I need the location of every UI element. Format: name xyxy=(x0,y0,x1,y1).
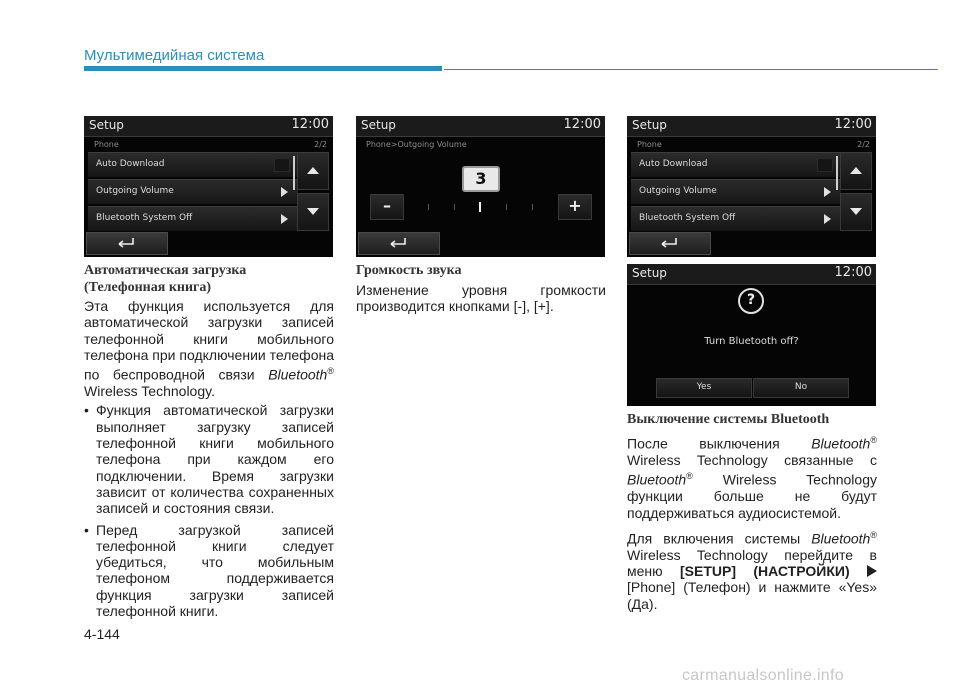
chevron-right-icon xyxy=(281,214,288,224)
auto-download-text xyxy=(84,298,334,619)
menu-item-bluetooth-system-off[interactable] xyxy=(88,206,298,231)
screen-clock: 12:00 xyxy=(563,117,601,132)
screen-top-bar xyxy=(627,116,876,137)
volume-down-button[interactable] xyxy=(370,194,404,220)
back-button[interactable] xyxy=(358,232,440,255)
screen-subtitle: Phone xyxy=(637,140,662,149)
scrollbar[interactable] xyxy=(836,156,838,190)
volume-value: 3 xyxy=(475,169,487,188)
scroll-down-button[interactable] xyxy=(297,193,329,231)
bullet-text: Перед загрузкой записей телефонной книги следует убедиться, что мобильным телефоном поддерживается функция загрузки записей телефонной книги. xyxy=(96,521,334,619)
slider-indicator[interactable] xyxy=(479,202,481,212)
screen-title: Setup xyxy=(632,118,667,132)
heading-auto-download xyxy=(84,262,334,296)
back-button[interactable] xyxy=(629,232,711,255)
text: Wireless Technology функции больше не будут поддерживаться аудиосистемой. xyxy=(627,471,877,521)
back-button[interactable] xyxy=(86,232,168,255)
menu-item-auto-download[interactable] xyxy=(88,152,298,177)
heading-line: Автоматическая загрузка xyxy=(84,263,247,278)
paragraph xyxy=(84,298,334,399)
bullet-icon: • xyxy=(84,521,89,538)
arrow-up-icon xyxy=(307,167,319,174)
slider-tick xyxy=(532,204,533,210)
heading-bluetooth-off: Выключение системы Bluetooth xyxy=(627,412,830,427)
back-arrow-icon xyxy=(389,237,407,249)
page-number: 4-144 xyxy=(84,626,120,642)
text: После выключения xyxy=(627,435,812,452)
text: Эта функция используется для автоматической загрузки записей телефонной книги мобильного телефона при подключении телефона по беспроводной связи xyxy=(84,298,334,383)
scroll-up-button[interactable] xyxy=(297,152,329,190)
text: Wireless Technology связанные с xyxy=(627,451,877,468)
triangle-right-icon xyxy=(867,565,877,577)
section-header-title: Мультимедийная система xyxy=(84,47,265,64)
screen-title: Setup xyxy=(632,266,667,280)
screen-title: Setup xyxy=(89,118,124,132)
checkbox[interactable] xyxy=(274,158,290,172)
slider-tick xyxy=(428,204,429,210)
dialog-message: Turn Bluetooth off? xyxy=(704,336,799,347)
menu-item-outgoing-volume[interactable] xyxy=(88,179,298,204)
slider-tick xyxy=(454,204,455,210)
reg-mark: ® xyxy=(686,471,693,482)
menu-item-label: Auto Download xyxy=(96,159,165,169)
heading-line: (Телефонная книга) xyxy=(84,280,212,295)
chevron-right-icon xyxy=(824,187,831,197)
chevron-right-icon xyxy=(281,187,288,197)
screen-clock: 12:00 xyxy=(291,117,329,132)
chevron-right-icon xyxy=(824,214,831,224)
text: Wireless Technology перейдите в меню xyxy=(627,546,877,580)
text: Wireless Technology. xyxy=(84,383,215,400)
menu-item-label: Auto Download xyxy=(639,159,708,169)
checkbox[interactable] xyxy=(817,158,833,172)
volume-text xyxy=(356,282,606,315)
minus-label: – xyxy=(383,196,391,215)
reg-mark: ® xyxy=(870,529,877,540)
screen-subtitle: Phone>Outgoing Volume xyxy=(366,140,467,149)
screen-top-bar xyxy=(356,116,605,137)
question-mark: ? xyxy=(746,292,756,308)
screen-clock: 12:00 xyxy=(834,117,872,132)
paragraph xyxy=(627,527,877,612)
yes-button[interactable] xyxy=(656,378,752,398)
menu-item-auto-download[interactable] xyxy=(631,152,841,177)
volume-up-button[interactable] xyxy=(558,194,592,220)
bluetooth-off-text xyxy=(627,432,877,612)
menu-item-outgoing-volume[interactable] xyxy=(631,179,841,204)
screen-top-bar xyxy=(627,264,876,285)
brand: Bluetooth xyxy=(811,435,871,452)
screen-phone-setup-2 xyxy=(627,116,876,257)
screen-bluetooth-off-dialog xyxy=(627,264,876,406)
header-rule xyxy=(444,69,938,70)
scroll-up-button[interactable] xyxy=(840,152,872,190)
yes-label: Yes xyxy=(696,382,712,392)
header-bar xyxy=(84,66,442,71)
brand: Bluetooth xyxy=(627,471,687,488)
back-arrow-icon xyxy=(660,237,678,249)
arrow-down-icon xyxy=(850,208,862,215)
scroll-down-button[interactable] xyxy=(840,193,872,231)
screen-title: Setup xyxy=(361,118,396,132)
screen-page-indicator: 2/2 xyxy=(857,140,870,149)
text: Для включения системы xyxy=(627,530,812,547)
menu-item-label: Outgoing Volume xyxy=(96,186,174,196)
screen-phone-setup xyxy=(84,116,333,257)
bullet-item xyxy=(84,402,334,516)
menu-item-bluetooth-system-off[interactable] xyxy=(631,206,841,231)
question-icon xyxy=(738,288,764,314)
screen-clock: 12:00 xyxy=(834,265,872,280)
bullet-item xyxy=(84,522,334,620)
arrow-down-icon xyxy=(307,208,319,215)
bullet-text: Функция автоматической загрузки выполняет загрузку записей телефонной книги мобильного телефона при каждом его подключении. Время загрузки зависит от количества сохраненных записей и состояния связи. xyxy=(96,402,334,517)
volume-value-box xyxy=(462,166,500,192)
slider-tick xyxy=(506,204,507,210)
volume-slider-track[interactable] xyxy=(412,199,552,213)
no-button[interactable] xyxy=(753,378,849,398)
reg-mark: ® xyxy=(870,435,877,445)
screen-outgoing-volume xyxy=(356,116,605,257)
back-arrow-icon xyxy=(117,237,135,249)
arrow-up-icon xyxy=(850,167,862,174)
scrollbar[interactable] xyxy=(293,156,295,190)
paragraph xyxy=(627,432,877,521)
text: [Phone] (Телефон) и нажмите «Yes» (Да). xyxy=(627,579,877,612)
heading-volume: Громкость звука xyxy=(356,263,462,278)
brand: Bluetooth xyxy=(811,530,871,547)
screen-subtitle: Phone xyxy=(94,140,119,149)
screen-top-bar xyxy=(84,116,333,137)
reg-mark: ® xyxy=(327,366,334,377)
no-label: No xyxy=(794,382,808,392)
screen-page-indicator: 2/2 xyxy=(314,140,327,149)
paragraph: Изменение уровня громкости производится кнопками [-], [+]. xyxy=(356,282,606,315)
watermark: carmanualsonline.info xyxy=(682,667,844,684)
menu-item-label: Bluetooth System Off xyxy=(639,213,736,223)
menu-item-label: Outgoing Volume xyxy=(639,186,717,196)
bullet-icon: • xyxy=(84,402,89,419)
brand: Bluetooth xyxy=(268,366,328,383)
menu-path: [SETUP] (НАСТРОЙКИ) xyxy=(680,563,850,580)
menu-item-label: Bluetooth System Off xyxy=(96,213,193,223)
plus-label: + xyxy=(568,196,582,215)
